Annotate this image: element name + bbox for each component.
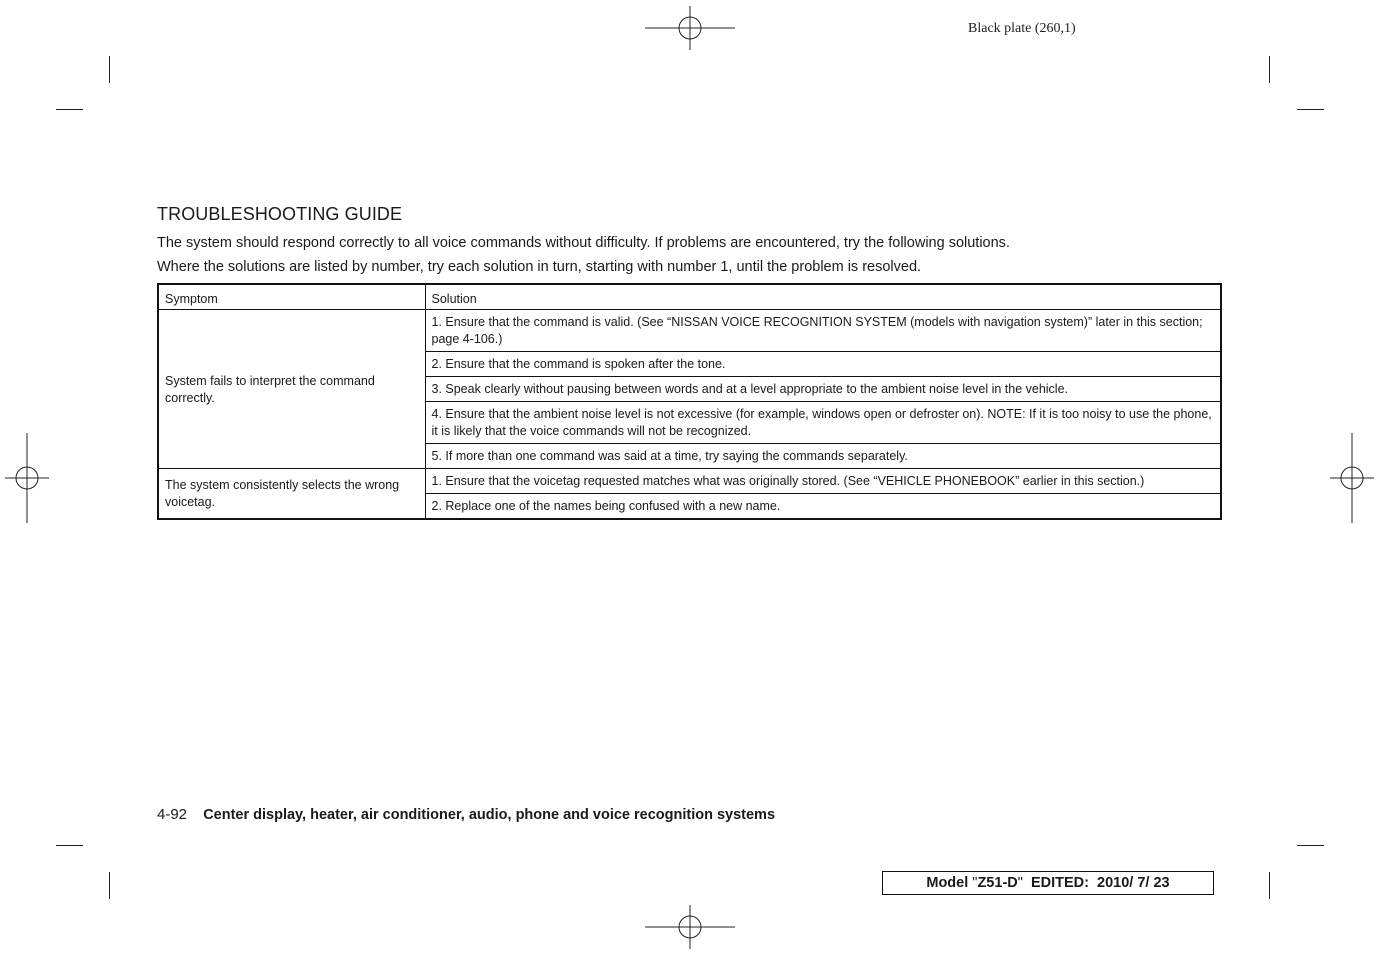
solution-cell: 3. Speak clearly without pausing between words and at a level appropriate to the ambient noise level in the vehicle. xyxy=(425,377,1221,402)
model-stamp xyxy=(882,871,1214,895)
solution-cell: 2. Replace one of the names being confused with a new name. xyxy=(425,494,1221,520)
page-number: 4-92 xyxy=(157,806,188,823)
solution-cell: 1. Ensure that the command is valid. (See “NISSAN VOICE RECOGNITION SYSTEM (models with navigation system)” later in this section; page 4-106.) xyxy=(425,310,1221,352)
crop-mark-top-left-horizontal xyxy=(56,109,83,110)
solution-cell: 5. If more than one command was said at a time, try saying the commands separately. xyxy=(425,444,1221,469)
registration-mark-left-icon xyxy=(5,433,49,523)
registration-mark-top-icon xyxy=(645,6,735,50)
symptom-cell: The system consistently selects the wrong voicetag. xyxy=(158,469,425,520)
model-open-quote: " xyxy=(972,875,978,891)
model-label: Model xyxy=(926,875,969,891)
edited-label: EDITED: xyxy=(1030,875,1089,891)
intro-paragraph-1: The system should respond correctly to all voice commands without difficulty. If problems are encountered, try the following solutions. xyxy=(157,235,1010,251)
troubleshooting-table xyxy=(157,283,1222,520)
symptom-cell: System fails to interpret the command correctly. xyxy=(158,310,425,469)
solution-cell: 4. Ensure that the ambient noise level is not excessive (for example, windows open or defroster on). NOTE: If it is too noisy to use the phone, it is likely that the voice commands will not be recognized. xyxy=(425,402,1221,444)
page-footer xyxy=(157,806,775,823)
edited-date: 2010/ 7/ 23 xyxy=(1097,875,1170,891)
crop-mark-top-right-vertical xyxy=(1269,56,1270,83)
registration-mark-bottom-icon xyxy=(645,905,735,949)
model-code: Z51-D xyxy=(977,875,1018,891)
model-close-quote: " xyxy=(1017,875,1023,891)
crop-mark-bottom-right-horizontal xyxy=(1297,845,1324,846)
crop-mark-top-left-vertical xyxy=(109,56,110,83)
crop-mark-bottom-right-vertical xyxy=(1269,872,1270,899)
table-header-row xyxy=(158,284,1221,310)
section-title: Center display, heater, air conditioner, audio, phone and voice recognition systems xyxy=(203,807,776,823)
header-solution: Solution xyxy=(425,284,1221,310)
registration-mark-right-icon xyxy=(1330,433,1374,523)
crop-mark-top-right-horizontal xyxy=(1297,109,1324,110)
table-row xyxy=(158,469,1221,494)
solution-cell: 2. Ensure that the command is spoken after the tone. xyxy=(425,352,1221,377)
solution-cell: 1. Ensure that the voicetag requested matches what was originally stored. (See “VEHICLE PHONEBOOK” earlier in this section.) xyxy=(425,469,1221,494)
table-row xyxy=(158,310,1221,352)
header-symptom: Symptom xyxy=(158,284,425,310)
plate-label: Black plate (260,1) xyxy=(968,21,1076,36)
intro-paragraph-2: Where the solutions are listed by number, try each solution in turn, starting with number 1, until the problem is resolved. xyxy=(157,259,922,275)
crop-mark-bottom-left-horizontal xyxy=(56,845,83,846)
section-heading: TROUBLESHOOTING GUIDE xyxy=(157,204,403,224)
crop-mark-bottom-left-vertical xyxy=(109,872,110,899)
